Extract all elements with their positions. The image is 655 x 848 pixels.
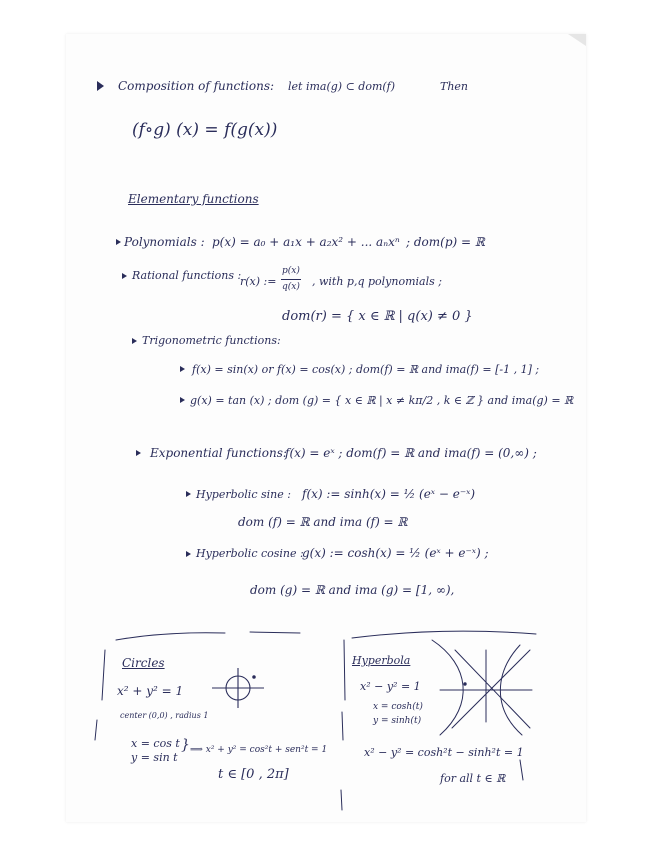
hyperbola-param-x: x = cosh(t) — [373, 702, 423, 712]
section-title: Elementary functions — [128, 192, 259, 206]
circles-param-y: y = sin t — [131, 751, 178, 764]
rational-denominator: q(x) — [282, 282, 300, 292]
circles-center: center (0,0) , radius 1 — [120, 711, 209, 720]
rational-domain: dom(r) = { x ∈ ℝ | q(x) ≠ 0 } — [282, 309, 473, 324]
polynomials-formula: p(x) = a₀ + a₁x + a₂x² + ... aₙxⁿ — [212, 235, 400, 249]
polynomials-label: Polynomials : — [124, 235, 205, 249]
polynomials-domain: ; dom(p) = ℝ — [406, 235, 485, 249]
cosh-formula: g(x) := cosh(x) = ½ (eˣ + e⁻ˣ) ; — [302, 546, 489, 560]
rational-label: Rational functions : — [132, 269, 242, 282]
circles-identity: ⟹ x² + y² = cos²t + sen²t = 1 — [190, 745, 328, 755]
hyperbola-equation: x² − y² = 1 — [360, 680, 421, 693]
param-brace: } — [181, 737, 190, 753]
trig-label: Trigonometric functions: — [142, 334, 281, 347]
trig-line2: g(x) = tan (x) ; dom (g) = { x ∈ ℝ | x ≠ kπ/2 , k ∈ ℤ } and ima(g) = ℝ — [190, 394, 574, 407]
circles-equation: x² + y² = 1 — [117, 684, 184, 698]
circles-range: t ∈ [0 , 2π] — [218, 767, 289, 782]
sinh-domain: dom (f) = ℝ and ima (f) = ℝ — [238, 515, 408, 529]
hyperbola-title: Hyperbola — [352, 654, 411, 667]
cosh-label: Hyperbolic cosine : — [196, 547, 304, 560]
sinh-formula: f(x) := sinh(x) = ½ (eˣ − e⁻ˣ) — [302, 487, 476, 501]
cosh-domain: dom (g) = ℝ and ima (g) = [1, ∞), — [250, 583, 455, 597]
rational-with: , with p,q polynomials ; — [312, 275, 442, 288]
composition-condition: let ima(g) ⊂ dom(f) — [288, 80, 396, 93]
sinh-label: Hyperbolic sine : — [196, 488, 291, 501]
circles-title: Circles — [122, 656, 165, 670]
hyperbola-identity: x² − y² = cosh²t − sinh²t = 1 — [364, 746, 524, 759]
composition-formula: (f∘g) (x) = f(g(x)) — [132, 120, 278, 140]
composition-then: Then — [440, 80, 469, 93]
rational-numerator: p(x) — [282, 266, 300, 276]
hyperbola-param-y: y = sinh(t) — [373, 716, 422, 726]
circles-param-x: x = cos t — [131, 737, 180, 750]
hyperbola-forall: for all t ∈ ℝ — [440, 772, 506, 785]
trig-line1: f(x) = sin(x) or f(x) = cos(x) ; dom(f) = ℝ and ima(f) = [-1 , 1] ; — [192, 363, 540, 376]
rational-lhs: r(x) := — [240, 275, 277, 288]
exponential-formula: f(x) = eˣ ; dom(f) = ℝ and ima(f) = (0,∞) ; — [285, 446, 537, 460]
composition-heading: Composition of functions: — [118, 79, 275, 93]
exponential-label: Exponential functions: — [150, 446, 287, 460]
